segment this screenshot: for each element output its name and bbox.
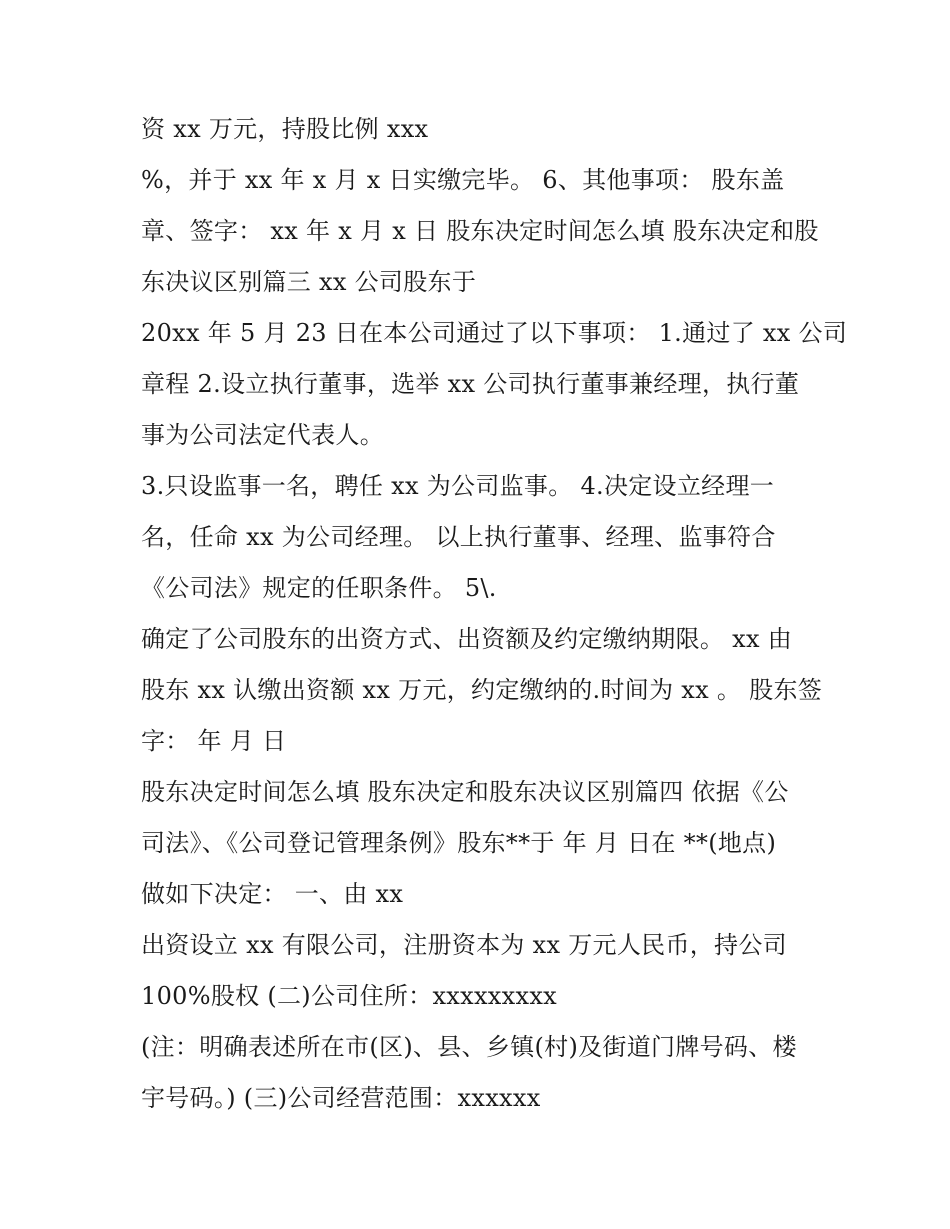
text-line: 20xx 年 5 月 23 日在本公司通过了以下事项： 1.通过了 xx 公司 [141,319,848,347]
text-line: %，并于 xx 年 x 月 x 日实缴完毕。 6、其他事项： 股东盖 [141,166,785,194]
document-body [141,104,848,1124]
text-line: 3.只设监事一名，聘任 xx 为公司监事。 4.决定设立经理一 [141,472,775,500]
text-line: 宇号码。) (三)公司经营范围：xxxxxx [141,1084,541,1112]
text-line: 字： 年 月 日 [141,727,287,755]
text-line: 东决议区别篇三 xx 公司股东于 [141,268,477,296]
text-line: 股东决定时间怎么填 股东决定和股东决议区别篇四 依据《公 [141,778,789,806]
text-line: (注：明确表述所在市(区)、县、乡镇(村)及街道门牌号码、楼 [141,1033,797,1061]
text-line: 做如下决定： 一、由 xx [141,880,404,908]
text-line: 100%股权 (二)公司住所：xxxxxxxxx [141,982,557,1010]
text-line: 资 xx 万元，持股比例 xxx [141,115,429,143]
text-line: 章程 2.设立执行董事，选举 xx 公司执行董事兼经理，执行董 [141,370,800,398]
text-line: 事为公司法定代表人。 [141,421,384,449]
text-line: 司法》、《公司登记管理条例》股东**于 年 月 日在 **(地点) [141,829,777,857]
text-line: 名，任命 xx 为公司经理。 以上执行董事、经理、监事符合 [141,523,776,551]
text-line: 股东 xx 认缴出资额 xx 万元，约定缴纳的.时间为 xx 。 股东签 [141,676,823,704]
text-line: 章、签字： xx 年 x 月 x 日 股东决定时间怎么填 股东决定和股 [141,217,819,245]
text-line: 确定了公司股东的出资方式、出资额及约定缴纳期限。 xx 由 [141,625,793,653]
text-line: 《公司法》规定的任职条件。 5\. [141,574,497,602]
text-line: 出资设立 xx 有限公司，注册资本为 xx 万元人民币，持公司 [141,931,787,959]
